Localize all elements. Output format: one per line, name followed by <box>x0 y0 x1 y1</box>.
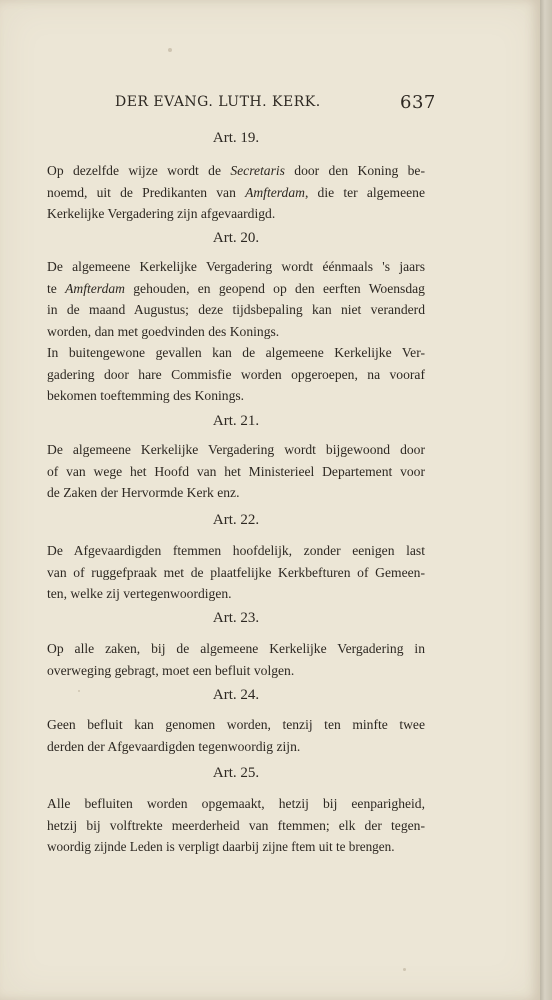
text-line: in de maand Augustus; deze tijdsbepaling kan niet veranderd <box>47 302 425 317</box>
article-heading: Art. 25. <box>212 765 260 781</box>
text-line: worden, dan met goedvinden des Konings. <box>47 323 280 339</box>
article-heading: Art. 22. <box>212 512 260 528</box>
text-line: Alle befluiten worden opgemaakt, hetzij bij eenparigheid, <box>47 796 425 811</box>
text-line: bekomen toeftemming des Konings. <box>47 388 245 403</box>
paragraph <box>47 160 425 225</box>
text-line: Op alle zaken, bij de algemeene Kerkelijke Vergadering in <box>47 641 425 656</box>
page-number: 637 <box>400 92 436 113</box>
article-heading: Art. 24. <box>212 687 260 703</box>
article-heading: Art. 20. <box>212 230 260 246</box>
paper-speck <box>78 690 80 692</box>
paragraph <box>47 342 425 407</box>
text-line: hetzij bij volftrekte meerderheid van ftemmen; elk der tegen- <box>47 817 425 833</box>
text-line: De algemeene Kerkelijke Vergadering wordt éénmaals 's jaars <box>47 259 425 274</box>
text-line: de Zaken der Hervormde Kerk enz. <box>47 485 240 500</box>
text-line: overweging gebragt, moet een befluit volgen. <box>47 662 295 678</box>
text-line: Geen befluit kan genomen worden, tenzij ten minfte twee <box>47 717 425 732</box>
paragraph <box>47 540 425 605</box>
text-line: noemd, uit de Predikanten van Amfterdam, die ter algemeene <box>47 184 425 200</box>
paragraph <box>47 439 425 504</box>
text-line: derden der Afgevaardigden tegenwoordig zijn. <box>47 738 301 754</box>
text-line: of van wege het Hoofd van het Ministerieel Departement voor <box>47 463 425 479</box>
paragraph <box>47 256 425 342</box>
paragraph <box>47 793 425 858</box>
text-line: gadering door hare Commisfie worden opgeroepen, na vooraf <box>47 366 425 382</box>
paper-speck <box>403 968 406 971</box>
text-line: De algemeene Kerkelijke Vergadering wordt bijgewoond door <box>47 442 425 457</box>
running-title: DER EVANG. LUTH. KERK. <box>115 94 321 110</box>
page-edge <box>540 0 552 1000</box>
text-line: Kerkelijke Vergadering zijn afgevaardigd. <box>47 206 276 221</box>
text-line: In buitengewone gevallen kan de algemeene Kerkelijke Ver- <box>47 345 425 360</box>
paper-speck <box>168 48 172 52</box>
text-line: De Afgevaardigden ftemmen hoofdelijk, zonder eenigen last <box>47 543 425 558</box>
running-header <box>115 92 436 113</box>
text-line: woordig zijnde Leden is verpligt daarbij zijne ftem uit te brengen. <box>47 839 395 854</box>
text-line: van of ruggefpraak met de plaatfelijke Kerkbefturen of Gemeen- <box>47 564 425 580</box>
article-heading: Art. 23. <box>212 610 260 626</box>
text-line: Op dezelfde wijze wordt de Secretaris door den Koning be- <box>47 163 425 178</box>
paragraph <box>47 638 425 681</box>
text-line: te Amfterdam gehouden, en geopend op den eerften Woensdag <box>47 280 425 296</box>
article-heading: Art. 19. <box>212 130 260 146</box>
article-heading: Art. 21. <box>212 413 260 429</box>
text-line: ten, welke zij vertegenwoordigen. <box>47 586 232 601</box>
paragraph <box>47 714 425 757</box>
